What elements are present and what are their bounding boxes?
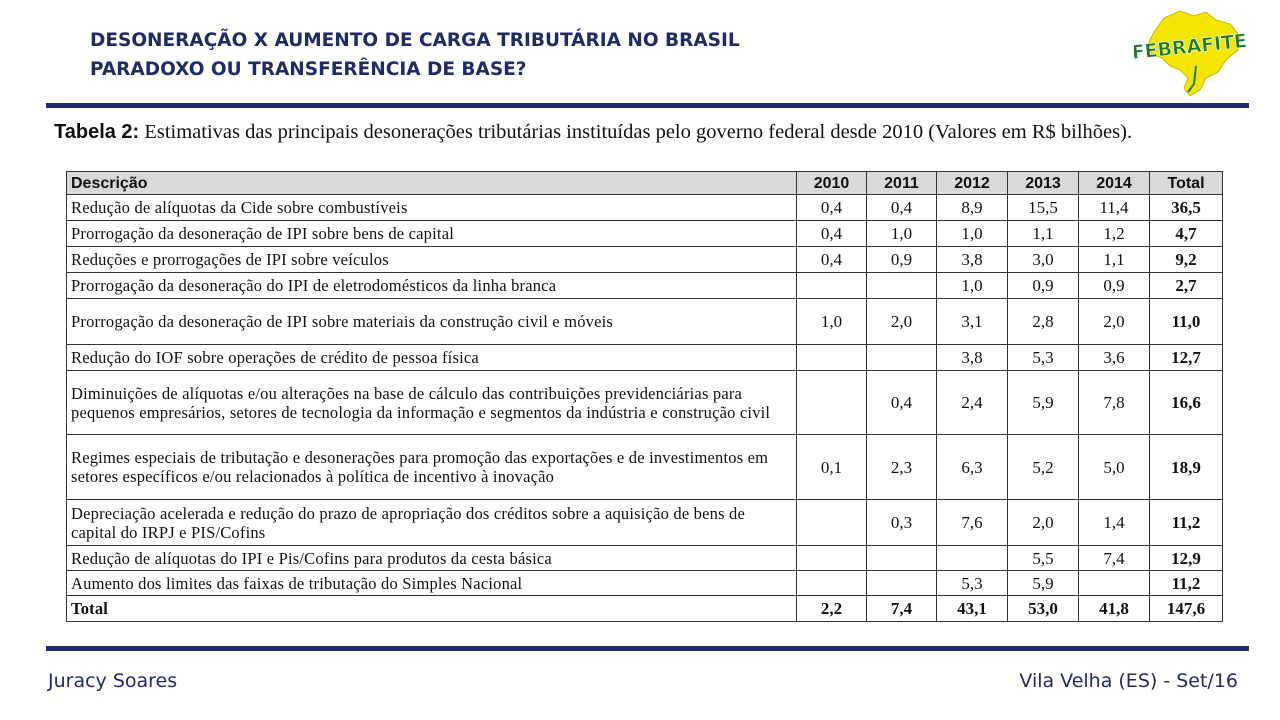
cell-2011: [867, 546, 937, 571]
author-name: Juracy Soares: [48, 670, 178, 692]
cell-2014: 0,9: [1079, 273, 1150, 299]
table-row: [67, 299, 1223, 345]
cell-2014: 1,2: [1079, 221, 1150, 247]
cell-2013: 5,3: [1008, 345, 1079, 371]
cell-2012: 6,3: [937, 435, 1008, 500]
cell-total: 16,6: [1150, 371, 1223, 435]
row-description: Redução de alíquotas do IPI e Pis/Cofins para produtos da cesta básica: [67, 546, 797, 571]
cell-2011: 2,0: [867, 299, 937, 345]
cell-2010: [797, 371, 867, 435]
cell-2013: 1,1: [1008, 221, 1079, 247]
cell-total: 2,7: [1150, 273, 1223, 299]
cell-total: 9,2: [1150, 247, 1223, 273]
header-2010: 2010: [797, 172, 867, 195]
total-2010: 2,2: [797, 596, 867, 622]
cell-2010: 0,4: [797, 221, 867, 247]
cell-2010: [797, 546, 867, 571]
total-2011: 7,4: [867, 596, 937, 622]
cell-2014: 1,1: [1079, 247, 1150, 273]
cell-2013: 2,8: [1008, 299, 1079, 345]
cell-total: 12,9: [1150, 546, 1223, 571]
table-row: [67, 371, 1223, 435]
table-row: [67, 195, 1223, 221]
row-description: Regimes especiais de tributação e desonerações para promoção das exportações e de investimentos em setores específicos e/ou relacionados à política de incentivo à inovação: [67, 435, 797, 500]
cell-2014: 7,8: [1079, 371, 1150, 435]
cell-2012: [937, 546, 1008, 571]
cell-2010: 0,1: [797, 435, 867, 500]
row-description: Prorrogação da desoneração do IPI de eletrodomésticos da linha branca: [67, 273, 797, 299]
table-row: [67, 571, 1223, 596]
cell-2014: 7,4: [1079, 546, 1150, 571]
total-2014: 41,8: [1079, 596, 1150, 622]
cell-2014: 2,0: [1079, 299, 1150, 345]
row-description: Depreciação acelerada e redução do prazo de apropriação dos créditos sobre a aquisição de bens de capital do IRPJ e PIS/Cofins: [67, 500, 797, 546]
cell-2014: 1,4: [1079, 500, 1150, 546]
cell-2011: 1,0: [867, 221, 937, 247]
cell-2010: [797, 273, 867, 299]
header-total: Total: [1150, 172, 1223, 195]
table-row: [67, 345, 1223, 371]
header-2014: 2014: [1079, 172, 1150, 195]
cell-total: 11,2: [1150, 500, 1223, 546]
cell-2014: [1079, 571, 1150, 596]
cell-2010: [797, 571, 867, 596]
cell-2013: 5,2: [1008, 435, 1079, 500]
cell-2012: 1,0: [937, 273, 1008, 299]
cell-2013: 15,5: [1008, 195, 1079, 221]
cell-2011: 0,9: [867, 247, 937, 273]
cell-total: 11,2: [1150, 571, 1223, 596]
table-row: [67, 546, 1223, 571]
febrafite-logo: [1134, 6, 1246, 100]
cell-2011: [867, 273, 937, 299]
desoneracoes-table: [66, 171, 1223, 622]
cell-2013: 0,9: [1008, 273, 1079, 299]
table-caption: [54, 121, 1244, 144]
header-descricao: Descrição: [67, 172, 797, 195]
cell-2013: 2,0: [1008, 500, 1079, 546]
cell-2010: 0,4: [797, 195, 867, 221]
cell-total: 36,5: [1150, 195, 1223, 221]
row-description: Prorrogação da desoneração de IPI sobre bens de capital: [67, 221, 797, 247]
cell-total: 4,7: [1150, 221, 1223, 247]
cell-2010: [797, 345, 867, 371]
header-divider: [46, 103, 1249, 108]
cell-2014: 11,4: [1079, 195, 1150, 221]
cell-2012: 5,3: [937, 571, 1008, 596]
table-row: [67, 247, 1223, 273]
cell-2012: 8,9: [937, 195, 1008, 221]
cell-2013: 3,0: [1008, 247, 1079, 273]
header-2013: 2013: [1008, 172, 1079, 195]
cell-total: 11,0: [1150, 299, 1223, 345]
row-description: Diminuições de alíquotas e/ou alterações na base de cálculo das contribuições previdenciárias para pequenos empresários, setores de tecnologia da informação e segmentos da indústria e construção civil: [67, 371, 797, 435]
caption-label: Tabela 2:: [54, 121, 140, 143]
row-description: Reduções e prorrogações de IPI sobre veículos: [67, 247, 797, 273]
cell-2012: 3,1: [937, 299, 1008, 345]
cell-2010: [797, 500, 867, 546]
table-row: [67, 273, 1223, 299]
cell-2010: 0,4: [797, 247, 867, 273]
cell-2011: 2,3: [867, 435, 937, 500]
location-date: Vila Velha (ES) - Set/16: [1019, 670, 1238, 692]
title-line-1: DESONERAÇÃO X AUMENTO DE CARGA TRIBUTÁRIA NO BRASIL: [90, 30, 740, 51]
cell-total: 18,9: [1150, 435, 1223, 500]
cell-2012: 1,0: [937, 221, 1008, 247]
cell-total: 12,7: [1150, 345, 1223, 371]
cell-2014: 5,0: [1079, 435, 1150, 500]
table-row: [67, 435, 1223, 500]
cell-2013: 5,5: [1008, 546, 1079, 571]
cell-2012: 2,4: [937, 371, 1008, 435]
table-row: [67, 221, 1223, 247]
cell-2014: 3,6: [1079, 345, 1150, 371]
total-label: Total: [67, 596, 797, 622]
title-line-2: PARADOXO OU TRANSFERÊNCIA DE BASE?: [90, 59, 527, 80]
table-total-row: [67, 596, 1223, 622]
row-description: Redução de alíquotas da Cide sobre combustíveis: [67, 195, 797, 221]
total-2012: 43,1: [937, 596, 1008, 622]
caption-text: Estimativas das principais desonerações tributárias instituídas pelo governo federal desde 2010 (Valores em R$ bilhões).: [144, 121, 1133, 143]
cell-2012: 3,8: [937, 247, 1008, 273]
cell-2012: 7,6: [937, 500, 1008, 546]
row-description: Prorrogação da desoneração de IPI sobre materiais da construção civil e móveis: [67, 299, 797, 345]
cell-2011: [867, 571, 937, 596]
cell-2010: 1,0: [797, 299, 867, 345]
footer-divider: [46, 646, 1249, 651]
cell-2011: [867, 345, 937, 371]
header-2012: 2012: [937, 172, 1008, 195]
total-grand: 147,6: [1150, 596, 1223, 622]
table-header-row: [67, 172, 1223, 195]
cell-2011: 0,3: [867, 500, 937, 546]
logo-text: FEBRAFITE: [1134, 30, 1246, 65]
cell-2013: 5,9: [1008, 571, 1079, 596]
header-2011: 2011: [867, 172, 937, 195]
cell-2011: 0,4: [867, 195, 937, 221]
row-description: Aumento dos limites das faixas de tributação do Simples Nacional: [67, 571, 797, 596]
total-2013: 53,0: [1008, 596, 1079, 622]
page-title: [90, 26, 740, 84]
cell-2012: 3,8: [937, 345, 1008, 371]
cell-2011: 0,4: [867, 371, 937, 435]
cell-2013: 5,9: [1008, 371, 1079, 435]
table-row: [67, 500, 1223, 546]
row-description: Redução do IOF sobre operações de crédito de pessoa física: [67, 345, 797, 371]
